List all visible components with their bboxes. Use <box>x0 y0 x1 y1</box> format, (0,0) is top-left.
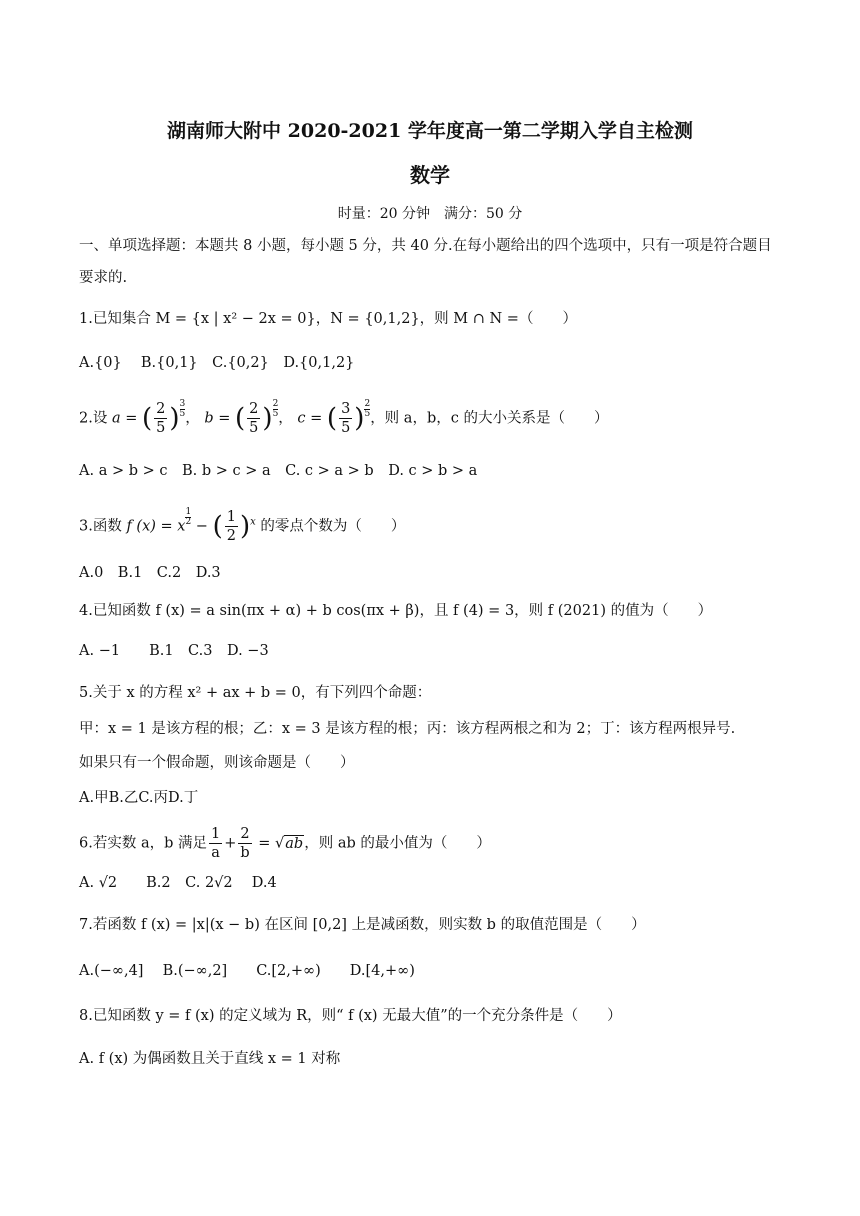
q3-frac: $\frac{1}{2}$ <box>226 509 236 544</box>
section-instructions-line1: 一、单项选择题：本题共 8 小题，每小题 5 分，共 40 分.在每小题给出的四个选项中，只有一项是符合题目 <box>79 238 772 254</box>
q2-frac-b: $\frac{2}{5}$ <box>249 401 259 436</box>
q2-tail: ，则 a，b，c 的大小关系是（ ） <box>370 410 609 427</box>
q2-b-lhs: b = <box>204 410 231 427</box>
q2-exp-c: $\frac{2}{5}$ <box>364 399 371 419</box>
q6-lead: 6.若实数 a，b 满足 <box>79 835 207 852</box>
q2-frac-c: $\frac{3}{5}$ <box>341 401 351 436</box>
q3-exp-x: x <box>250 516 256 528</box>
q6-frac-2: $\frac{2}{b}$ <box>240 826 250 861</box>
q6-radicand: ab <box>285 835 304 852</box>
q5-options: A.甲B.乙C.丙D.丁 <box>79 790 199 806</box>
q1-set-m: M = {x | x² − 2x = 0} <box>155 311 316 327</box>
document-title: 湖南师大附中 2020-2021 学年度高一第二学期入学自主检测 <box>167 120 693 142</box>
q2-exp-b: $\frac{2}{5}$ <box>272 399 279 419</box>
q6-frac-1: $\frac{1}{a}$ <box>210 826 221 861</box>
q3-tail: 的零点个数为（ ） <box>255 518 406 535</box>
q2-lead: 2.设 <box>79 410 112 427</box>
q3-lhs: f (x) = x <box>126 518 186 535</box>
q4-options: A. −1 B.1 C.3 D. −3 <box>79 643 269 659</box>
q6-tail: ，则 ab 的最小值为（ ） <box>304 835 491 852</box>
question-8: 8.已知函数 y = f (x) 的定义域为 R，则“ f (x) 无最大值”的一个充分条件是（ ） <box>79 1008 622 1024</box>
q1-sep: ， <box>315 311 331 327</box>
q2-options: A. a > b > c B. b > c > a C. c > a > b D. c > b > a <box>79 463 478 479</box>
section-instructions-line2: 要求的. <box>79 270 128 286</box>
subject-heading: 数学 <box>410 163 450 187</box>
q2-a-lhs: a = <box>111 410 138 427</box>
q3-options: A.0 B.1 C.2 D.3 <box>79 565 221 581</box>
q1-tail: ，则 M ∩ N =（ ） <box>419 311 577 327</box>
q1-lead: 1.已知集合 <box>79 311 156 327</box>
question-1 <box>79 309 577 329</box>
question-4: 4.已知函数 f (x) = a sin(πx + α) + b cos(πx + β)，且 f (4) = 3，则 f (2021) 的值为（ ） <box>79 603 713 619</box>
question-5: 5.关于 x 的方程 x² + ax + b = 0，有下列四个命题： <box>79 685 432 701</box>
q2-exp-a: $\frac{3}{5}$ <box>179 399 186 419</box>
q2-frac-a: $\frac{2}{5}$ <box>156 401 166 436</box>
q8-option-a: A. f (x) 为偶函数且关于直线 x = 1 对称 <box>79 1051 341 1067</box>
q3-exponent: $\frac{1}{2}$ <box>185 507 192 527</box>
q5-statements: 甲：x = 1 是该方程的根；乙：x = 3 是该方程的根；丙：该方程两根之和为 2；丁：该方程两根异号. <box>79 721 736 737</box>
q1-options: A.{0} B.{0,1} C.{0,2} D.{0,1,2} <box>79 355 355 371</box>
question-6: 6.若实数 a，b 满足 $\frac{1}{a}$ + $\frac{2}{b}$ = √ab，则 ab 的最小值为（ ） <box>79 826 491 861</box>
question-2: 2.设 a = ( $\frac{2}{5}$ ) $\frac{3}{5}$ ， b = ( $\frac{2}{5}$ ) $\frac{2}{5}$ ， c = ( $\frac{3}{5}$ ) $\frac{2}{5}$ ，则 a，b，c 的大小关系是（ ） <box>79 399 609 436</box>
q6-options: A. √2 B.2 C. 2√2 D.4 <box>79 875 277 891</box>
exam-meta: 时量：20 分钟 满分：50 分 <box>337 206 523 222</box>
q3-lead: 3.函数 <box>79 518 127 535</box>
q1-set-n: N = {0,1,2} <box>330 311 420 327</box>
question-7: 7.若函数 f (x) = |x|(x − b) 在区间 [0,2] 上是减函数，则实数 b 的取值范围是（ ） <box>79 917 646 933</box>
question-3: 3.函数 f (x) = x $\frac{1}{2}$ − ( $\frac{1}{2}$ )$^x$ 的零点个数为（ ） <box>79 507 406 544</box>
q2-c-lhs: c = <box>297 410 323 427</box>
q7-options: A.(−∞,4] B.(−∞,2] C.[2,+∞) D.[4,+∞) <box>79 963 415 979</box>
q5-prompt: 如果只有一个假命题，则该命题是（ ） <box>79 755 355 771</box>
